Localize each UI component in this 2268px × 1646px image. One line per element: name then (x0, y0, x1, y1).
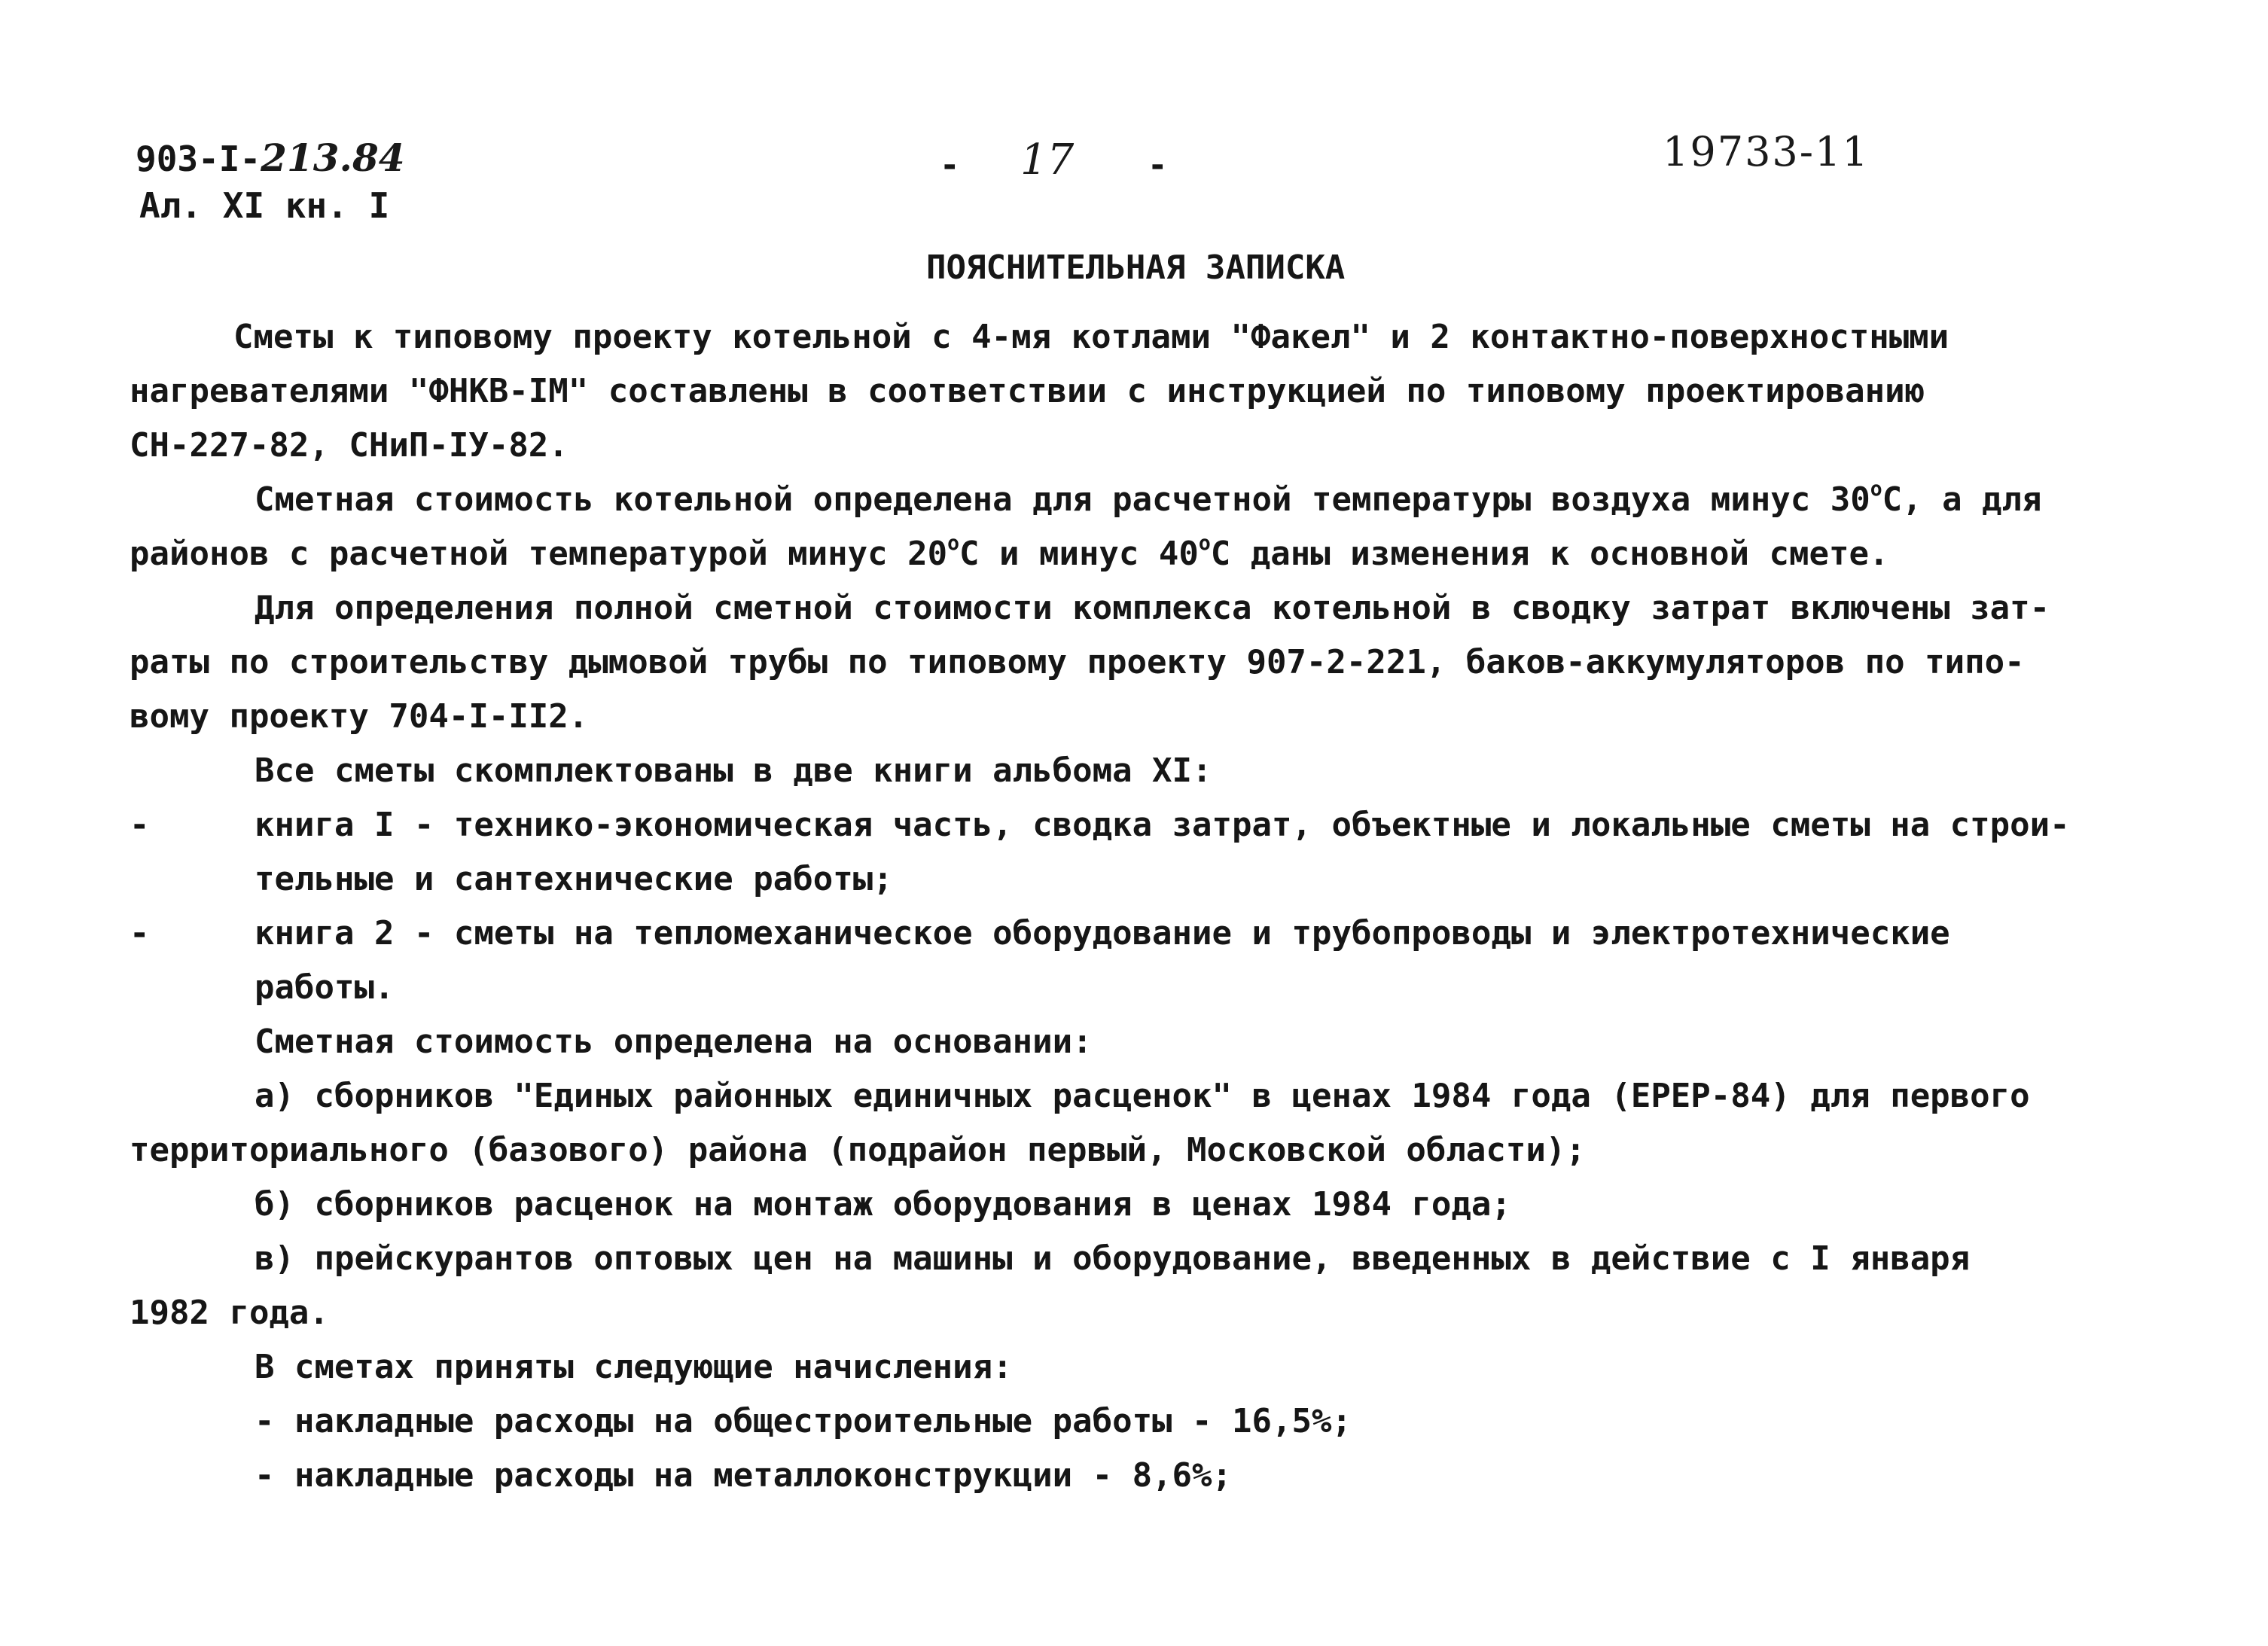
paragraph-1-line-1: Сметы к типовому проекту котельной с 4-мя котлами "Факел" и 2 контактно-поверхностными (233, 318, 1949, 356)
basis-b-line-1: б) сборников расценок на монтаж оборудования в ценах 1984 года; (255, 1185, 1511, 1224)
charges-heading: В сметах приняты следующие начисления: (255, 1348, 1013, 1386)
book-1-line-1: книга I - технико-экономическая часть, сводка затрат, объектные и локальные сметы на строи- (255, 806, 2070, 844)
degree-sign: о (1198, 532, 1211, 556)
paragraph-2-line-2-tail: С даны изменения к основной смете. (1210, 535, 1889, 573)
basis-a-line-1: а) сборников "Единых районных единичных расценок" в ценах 1984 года (ЕРЕР-84) для первого (255, 1077, 2030, 1115)
paragraph-3-line-2: раты по строительству дымовой трубы по типовому проекту 907-2-221, баков-аккумуляторов по типо- (130, 643, 2025, 681)
paragraph-2-line-1-tail: С, а для (1882, 480, 2042, 519)
paragraph-2-line-1-text: Сметная стоимость котельной определена для расчетной температуры воздуха минус 30 (255, 480, 1870, 519)
charge-item-2: - накладные расходы на металлоконструкции - 8,6%; (255, 1456, 1233, 1495)
bullet-dash-2: - (130, 914, 150, 953)
bullet-dash-1: - (130, 806, 150, 844)
degree-sign: о (1870, 477, 1882, 501)
page-number-dash-right: - (1148, 146, 1168, 184)
paragraph-1-line-3: СН-227-82, СНиП-IУ-82. (130, 426, 569, 465)
charge-item-1: - накладные расходы на общестроительные работы - 16,5%; (255, 1402, 1352, 1440)
paragraph-2-line-2-text: районов с расчетной температурой минус 20 (130, 535, 948, 573)
project-code-printed: 903-I- (136, 139, 261, 179)
paragraph-2-line-2 (130, 532, 1889, 573)
book-2-line-1: книга 2 - сметы на тепломеханическое оборудование и трубопроводы и электротехнические (255, 914, 1950, 953)
paragraph-3-line-1: Для определения полной сметной стоимости комплекса котельной в сводку затрат включены зат- (255, 589, 2050, 627)
basis-heading: Сметная стоимость определена на основании: (255, 1023, 1093, 1061)
page-number: 17 (1020, 136, 1075, 184)
project-code-handwritten: 213.84 (261, 136, 405, 180)
document-title: ПОЯСНИТЕЛЬНАЯ ЗАПИСКА (926, 248, 1346, 287)
page-number-dash-left: - (940, 146, 960, 184)
paragraph-3-line-3: вому проекту 704-I-II2. (130, 697, 589, 736)
book-2-line-2: работы. (255, 968, 395, 1007)
paragraph-4-line-1: Все сметы скомплектованы в две книги альбома XI: (255, 751, 1212, 790)
basis-c-line-1: в) прейскурантов оптовых цен на машины и оборудование, введенных в действие с I января (255, 1239, 1971, 1278)
registration-number: 19733-11 (1663, 128, 1870, 175)
project-code (136, 136, 405, 180)
paragraph-2-line-2-mid: С и минус 40 (959, 535, 1199, 573)
album-book-line: Ал. XI кн. I (139, 185, 390, 226)
paragraph-2-line-1 (255, 477, 2042, 519)
basis-c-line-2: 1982 года. (130, 1294, 329, 1332)
paragraph-1-line-2: нагревателями "ФНКВ-IМ" составлены в соответствии с инструкцией по типовому проектированию (130, 372, 1925, 410)
basis-a-line-2: территориального (базового) района (подрайон первый, Московской области); (130, 1131, 1586, 1169)
degree-sign: о (947, 532, 959, 556)
book-1-line-2: тельные и сантехнические работы; (255, 860, 893, 898)
